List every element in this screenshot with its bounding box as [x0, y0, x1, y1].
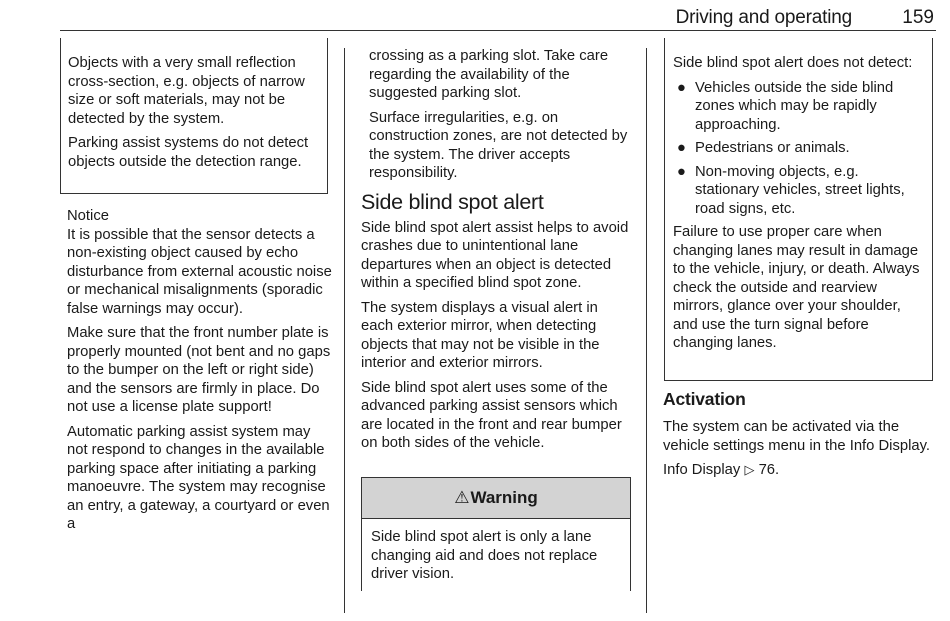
paragraph: The system displays a visual alert in each exterior mirror, when detecting objects that may not be visible in the interior and exterior mirrors.	[361, 299, 600, 371]
paragraph: crossing as a parking slot. Take care regarding the availability of the suggested parking slot.	[369, 48, 609, 101]
warning-label: Warning	[470, 488, 538, 507]
paragraph: Failure to use proper care when changing lanes may result in damage to the vehicle, injury, or death. Always check the outside and rearview mirrors, glance over your shoulder, and use the turn signal before changing lanes.	[673, 224, 920, 351]
paragraph: Surface irregularities, e.g. on construction zones, are not detected by the system. The driver accepts responsibility.	[369, 109, 628, 181]
section-heading: Side blind spot alert	[361, 189, 544, 214]
header-section-title: Driving and operating	[675, 7, 852, 28]
middle-column	[361, 47, 633, 459]
bullet-list	[673, 79, 925, 219]
list-item: ● Vehicles outside the side blind zones which may be rapidly approaching.	[677, 79, 894, 133]
paragraph: Side blind spot alert uses some of the advanced parking assist sensors which are located in the front and rear bumper on both sides of the vehicle.	[361, 379, 622, 451]
paragraph: Objects with a very small reflection cross-section, e.g. objects of narrow size or soft materials, may not be detected by the system.	[68, 55, 305, 127]
bullet-icon: ●	[677, 79, 686, 96]
caution-box-left	[60, 38, 328, 194]
warning-triangle-icon: ⚠	[454, 488, 470, 507]
caution-box-right	[664, 38, 933, 381]
column-divider	[344, 48, 345, 613]
subsection-heading: Activation	[663, 389, 746, 409]
warning-header	[362, 478, 630, 519]
notice-section	[67, 207, 332, 540]
paragraph: It is possible that the sensor detects a non-existing object caused by echo disturbance from external acoustic noise or mechanical misalignments (sporadic false warnings may occur).	[67, 226, 332, 317]
bullet-icon: ●	[677, 140, 686, 156]
xref-page[interactable]: 76.	[758, 462, 780, 478]
column-divider	[646, 48, 647, 613]
paragraph: Side blind spot alert assist helps to avoid crashes due to unintentional lane departures when an object is detected within a specified blind spot zone.	[361, 219, 629, 291]
warning-text: Side blind spot alert is only a lane changing aid and does not replace driver vision.	[371, 529, 598, 582]
warning-box	[361, 477, 631, 591]
activation-section	[663, 388, 935, 486]
paragraph: The system can be activated via the vehicle settings menu in the Info Display.	[663, 419, 931, 454]
arrow-right-icon: ▷	[744, 462, 755, 477]
list-item: ● Non-moving objects, e.g. stationary vehicles, street lights, road signs, etc.	[677, 163, 905, 217]
paragraph: Parking assist systems do not detect objects outside the detection range.	[68, 135, 309, 170]
bullet-icon: ●	[677, 163, 686, 180]
cross-reference	[663, 461, 935, 480]
header-rule	[60, 30, 936, 31]
notice-heading: Notice	[67, 208, 109, 224]
list-item: ● Pedestrians or animals.	[677, 140, 850, 156]
paragraph: Make sure that the front number plate is properly mounted (not bent and no gaps to the bumper on the left or right side) and the sensors are firmly in place. Do not use a license plate support!	[67, 325, 331, 415]
xref-label: Info Display	[663, 462, 741, 478]
paragraph: Automatic parking assist system may not respond to changes in the available parking space after initiating a parking manoeuvre. The system may recognise an entry, a gateway, a courtyard or even a	[67, 423, 330, 532]
paragraph: Side blind spot alert does not detect:	[673, 55, 913, 71]
page-number: 159	[902, 7, 934, 28]
